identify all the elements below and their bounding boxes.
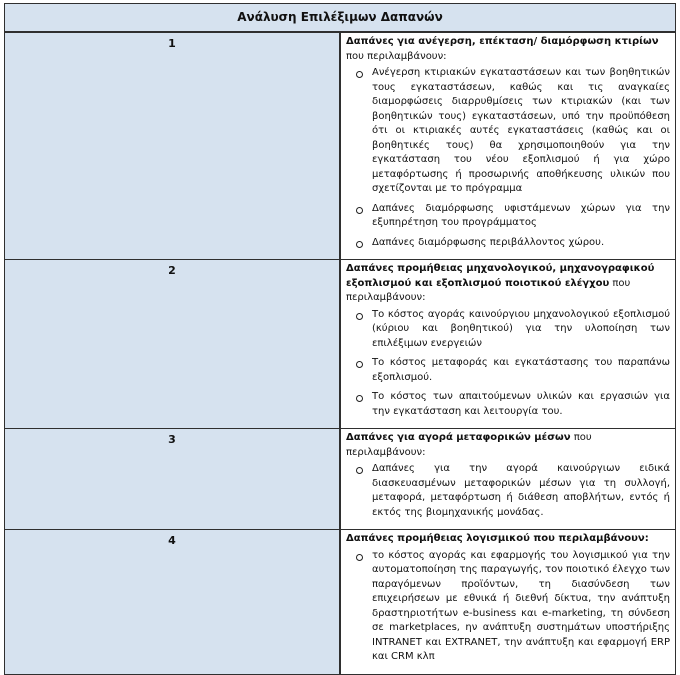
row-lead-bold: Δαπάνες για ανέγερση, επέκταση/ διαμόρφωση κτιρίων (346, 36, 659, 47)
table-title-row (5, 4, 676, 33)
row-number: 1 (5, 32, 341, 260)
list-item-text: Το κόστος των απαιτούμενων υλικών και εργασιών για την εγκατάσταση και λειτουργία του. (372, 391, 670, 417)
bullet-list (346, 462, 670, 520)
row-lead (346, 431, 670, 460)
circle-bullet-icon (356, 395, 363, 402)
list-item (356, 462, 670, 520)
table-row (5, 32, 676, 260)
row-content (340, 32, 676, 260)
list-item (356, 390, 670, 419)
list-item-text: Το κόστος αγοράς καινούργιου μηχανολογικού εξοπλισμού (κύριου και βοηθητικού) για την υλοποίηση των επιλέξιμων ενεργειών (372, 308, 670, 349)
row-number: 3 (5, 429, 341, 530)
list-item (356, 549, 670, 665)
bullet-list (346, 66, 670, 250)
eligible-expenses-table (4, 3, 676, 675)
row-lead (346, 35, 670, 64)
row-content (340, 429, 676, 530)
row-number: 4 (5, 530, 341, 675)
list-item-text: Δαπάνες διαμόρφωσης περιβάλλοντος χώρου. (372, 236, 605, 248)
circle-bullet-icon (356, 361, 363, 368)
circle-bullet-icon (356, 313, 363, 320)
list-item (356, 236, 670, 251)
list-item-text: Δαπάνες για την αγορά καινούργιων ειδικά διασκευασμένων μεταφορικών μέσων για τη συλλογή, μεταφορά, μεταφόρτωση ή διάθεση αποβλήτων, εντός ή εκτός της βιομηχανικής μονάδας. (372, 463, 670, 518)
list-item (356, 308, 670, 352)
row-lead-bold: Δαπάνες προμήθειας μηχανολογικού, μηχανογραφικού εξοπλισμού και εξοπλισμού ποιοτικού ελέγχου (346, 263, 655, 289)
bullet-list (346, 308, 670, 420)
circle-bullet-icon (356, 241, 363, 248)
list-item (356, 356, 670, 385)
row-lead-bold: Δαπάνες προμήθειας λογισμικού που περιλαμβάνουν: (346, 533, 649, 544)
row-lead-rest: που περιλαμβάνουν: (346, 432, 592, 458)
table-title: Ανάλυση Επιλέξιμων Δαπανών (5, 4, 676, 33)
list-item-text: Το κόστος μεταφοράς και εγκατάστασης του παραπάνω εξοπλισμού. (372, 357, 670, 383)
bullet-list (346, 549, 670, 665)
circle-bullet-icon (356, 207, 363, 214)
circle-bullet-icon (356, 467, 363, 474)
list-item-text: Ανέγερση κτιριακών εγκαταστάσεων και των βοηθητικών τους εγκαταστάσεων, καθώς και τις αναγκαίες διαμορφώσεις διαρρυθμίσεις των κτιριακών (και των βοηθητικών τους) εγκαταστάσεων, υπό την προϋπόθεση ότι οι κτιριακές αυτές εγκαταστάσεις (καθώς και οι βοηθητικές τους) θα χρησιμοποιηθούν για την εγκατάσταση του νέου εξοπλισμού ή για χώρο μεταφόρτωσης ή προσωρινής αποθήκευσης υλικών που σχετίζονται με το πρόγραμμα (372, 67, 670, 194)
list-item (356, 66, 670, 197)
table-row (5, 429, 676, 530)
table-row (5, 260, 676, 429)
circle-bullet-icon (356, 554, 363, 561)
row-lead-rest: που περιλαμβάνουν: (346, 277, 631, 303)
row-lead (346, 532, 670, 547)
row-lead-rest: που περιλαμβάνουν: (346, 50, 447, 62)
row-content (340, 260, 676, 429)
expenses-document (4, 3, 676, 675)
table-row (5, 530, 676, 675)
row-number: 2 (5, 260, 341, 429)
list-item-text: Δαπάνες διαμόρφωσης υφιστάμενων χώρων για την εξυπηρέτηση του προγράμματος (372, 202, 670, 228)
row-lead (346, 262, 670, 306)
list-item-text: το κόστος αγοράς και εφαρμογής του λογισμικού για την αυτοματοποίηση της παραγωγής, τον ποιοτικό έλεγχο των παραγόμενων προϊόντων, τη διασύνδεση των επιχειρήσεων με εθνικά ή διεθνή δίκτυα, την ανάπτυξη δραστηριοτήτων e-business και e-marketing, τη σύνδεση σε marketplaces, ην ανάπτυξη συστημάτων υποστήριξης INTRANET και EXTRANET, την ανάπτυξη και εφαρμογή ERP και CRM κλπ (372, 549, 670, 662)
row-lead-bold: Δαπάνες για αγορά μεταφορικών μέσων (346, 432, 571, 443)
list-item (356, 202, 670, 231)
row-content (340, 530, 676, 675)
circle-bullet-icon (356, 71, 363, 78)
